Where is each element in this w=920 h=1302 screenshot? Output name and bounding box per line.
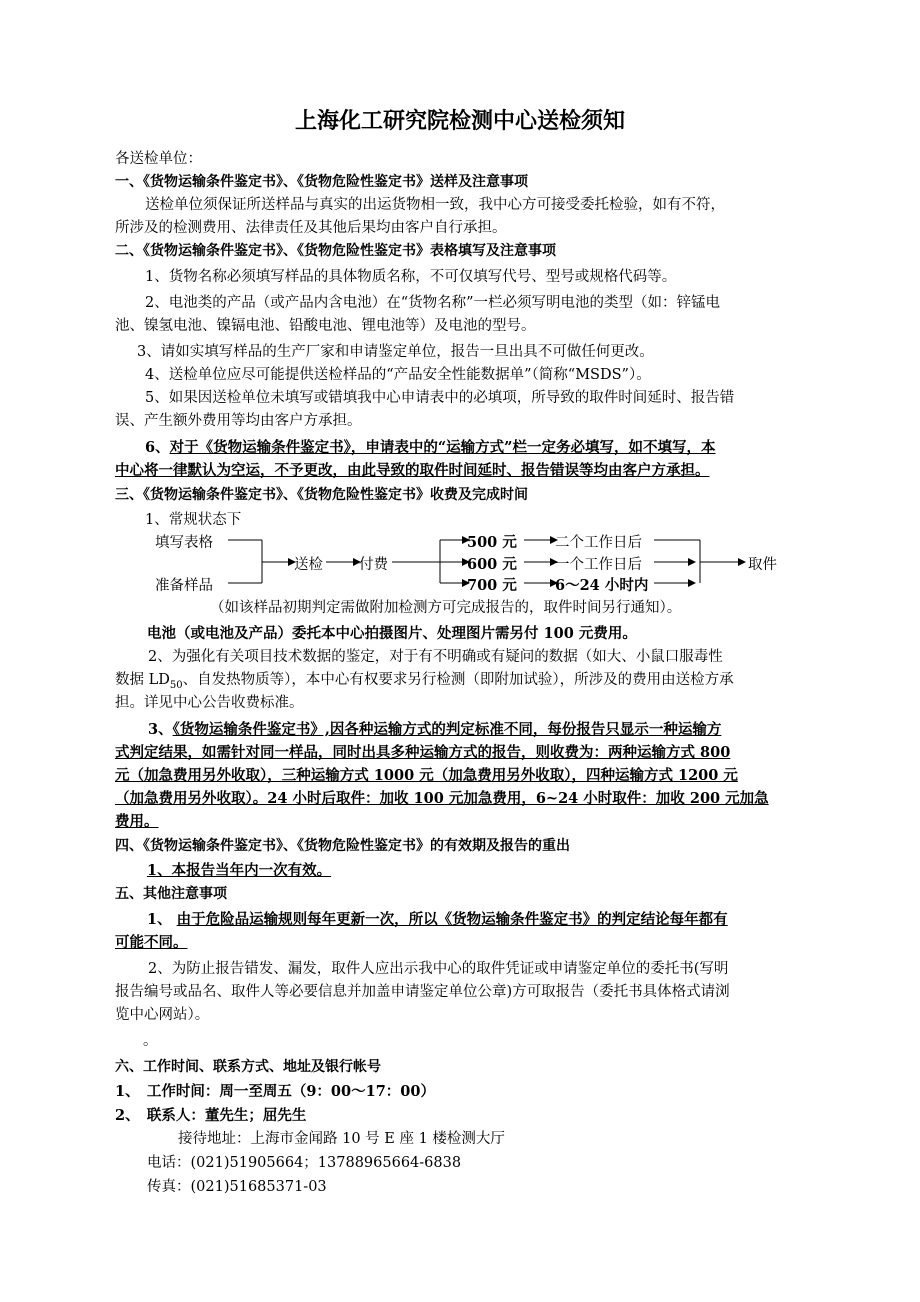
- contact-persons: 2、 联系人：董先生；屈先生: [115, 1107, 307, 1124]
- s5-item-2-line-1: 2、为防止报告错发、漏发，取件人应出示我中心的取件凭证或申请鉴定单位的委托书(写明: [148, 961, 729, 977]
- flow-pay: 付费: [359, 557, 388, 573]
- s5-item-1-text: 由于危险品运输规则每年更新一次，所以《货物运输条件鉴定书》的判定结论每年都有: [176, 911, 728, 928]
- section-4-heading: 四、《货物运输条件鉴定书》、《货物危险性鉴定书》的有效期及报告的重出: [115, 838, 570, 854]
- s3-item-3-line-1: [115, 718, 805, 741]
- s4-item-1: 1、本报告当年内一次有效。: [147, 862, 332, 879]
- s2-item-2-line-1: 2、电池类的产品（或产品内含电池）在“货物名称”一栏必须写明电池的类型（如：锌锰电: [145, 295, 721, 311]
- work-hours: 1、 工作时间：周一至周五（9：00～17：00）: [115, 1083, 435, 1100]
- flow-time: 6～24 小时内: [555, 577, 649, 594]
- section-2-heading: 二、《货物运输条件鉴定书》、《货物危险性鉴定书》表格填写及注意事项: [115, 243, 556, 259]
- s5-item-2-line-2: 报告编号或品名、取件人等必要信息并加盖申请鉴定单位公章)方可取报告（委托书具体格式请浏: [115, 984, 730, 1000]
- phone: 电话：(021)51905664；13788965664-6838: [147, 1155, 462, 1171]
- greeting: 各送检单位：: [115, 151, 202, 167]
- s3-item-2-line-3: 担。详见中心公告收费标准。: [115, 695, 304, 711]
- s2-item-6-line-1: [115, 436, 805, 459]
- page-title: 上海化工研究院检测中心送检须知: [294, 109, 625, 134]
- section-3-heading: 三、《货物运输条件鉴定书》、《货物危险性鉴定书》收费及完成时间: [115, 487, 528, 503]
- s2-item-1: 1、货物名称必须填写样品的具体物质名称，不可仅填写代号、型号或规格代码等。: [145, 269, 677, 285]
- ld-label: 数据 LD: [115, 672, 170, 688]
- flow-time: 一个工作日后: [555, 557, 642, 573]
- s5-item-1-line-2: 可能不同。: [115, 934, 188, 951]
- s2-item-6-number: 6、: [145, 439, 170, 456]
- s2-item-6-text: 对于《货物运输条件鉴定书》，申请表中的“运输方式”栏一定务必填写，如不填写，本: [169, 439, 716, 456]
- section-5-heading: 五、其他注意事项: [115, 886, 227, 902]
- section-6-heading: 六、工作时间、联系方式、地址及银行帐号: [115, 1059, 381, 1075]
- address: 接待地址：上海市金闻路 10 号 E 座 1 楼检测大厅: [178, 1131, 505, 1147]
- flow-pickup: 取件: [748, 557, 777, 573]
- s5-stray-dot: 。: [143, 1033, 158, 1049]
- s5-item-1-number: 1、: [147, 911, 172, 928]
- flow-send: 送检: [294, 557, 323, 573]
- s3-item-3-number: 3、: [148, 721, 173, 738]
- process-flow-diagram: [0, 528, 920, 594]
- flow-fee: 600 元: [467, 556, 517, 573]
- s3-item-3-line-2: 式判定结果，如需针对同一样品，同时出具多种运输方式的报告，则收费为：两种运输方式 800: [115, 744, 731, 761]
- s3-item-3-line-4: （加急费用另外收取）。24 小时后取件：加收 100 元加急费用，6~24 小时取件：加收 200 元加急: [115, 790, 769, 807]
- s5-item-1-line-1: [115, 908, 805, 931]
- s2-item-4: 4、送检单位应尽可能提供送检样品的“产品安全性能数据单”（简称“MSDS”）。: [145, 367, 651, 383]
- section-1-heading: 一、《货物运输条件鉴定书》、《货物危险性鉴定书》送样及注意事项: [115, 174, 528, 190]
- flow-time: 二个工作日后: [555, 535, 642, 551]
- s2-item-5-line-2: 误、产生额外费用等均由客户方承担。: [115, 413, 362, 429]
- s3-item-1: 1、常规状态下: [145, 512, 242, 528]
- s3-item-2-line-2-rest: 、自发热物质等），本中心有权要求另行检测（即附加试验），所涉及的费用由送检方承: [182, 672, 734, 688]
- s2-item-2-line-2: 池、镍氢电池、镍镉电池、铅酸电池、锂电池等）及电池的型号。: [115, 318, 536, 334]
- flow-fill-form: 填写表格: [155, 535, 213, 551]
- s1-paragraph-line-2: 所涉及的检测费用、法律责任及其他后果均由客户自行承担。: [115, 220, 507, 236]
- s1-paragraph-line-1: 送检单位须保证所送样品与真实的出运货物相一致，我中心方可接受委托检验，如有不符，: [145, 197, 725, 213]
- s3-item-3-text: 《货物运输条件鉴定书》,因各种运输方式的判定标准不同，每份报告只显示一种运输方: [172, 721, 722, 738]
- s3-item-2-line-1: 2、为强化有关项目技术数据的鉴定，对于有不明确或有疑问的数据（如大、小鼠口服毒性: [148, 649, 723, 665]
- s2-item-5-line-1: 5、如果因送检单位未填写或错填我中心申请表中的必填项，所导致的取件时间延时、报告错: [145, 390, 735, 406]
- ld-subscript: 50: [169, 679, 183, 691]
- flow-prepare-sample: 准备样品: [155, 578, 213, 594]
- s2-item-3: 3、请如实填写样品的生产厂家和申请鉴定单位，报告一旦出具不可做任何更改。: [137, 344, 654, 360]
- s3-item-3-line-3: 元（加急费用另外收取），三种运输方式 1000 元（加急费用另外收取），四种运输方式 1200 元: [115, 767, 738, 784]
- flow-fee: 500 元: [467, 534, 517, 551]
- s3-item-3-line-5: 费用。: [115, 813, 159, 830]
- flow-connectors: [0, 528, 920, 594]
- fax: 传真：(021)51685371-03: [147, 1179, 327, 1195]
- s2-item-6-line-2: 中心将一律默认为空运，不予更改，由此导致的取件时间延时、报告错误等均由客户方承担。: [115, 462, 710, 479]
- s5-item-2-line-3: 览中心网站）。: [115, 1007, 210, 1023]
- flow-fee: 700 元: [467, 577, 517, 594]
- s3-battery-fee: 电池（或电池及产品）委托本中心拍摄图片、处理图片需另付 100 元费用。: [147, 625, 637, 642]
- s3-note: （如该样品初期判定需做附加检测方可完成报告的，取件时间另行通知）。: [210, 600, 682, 616]
